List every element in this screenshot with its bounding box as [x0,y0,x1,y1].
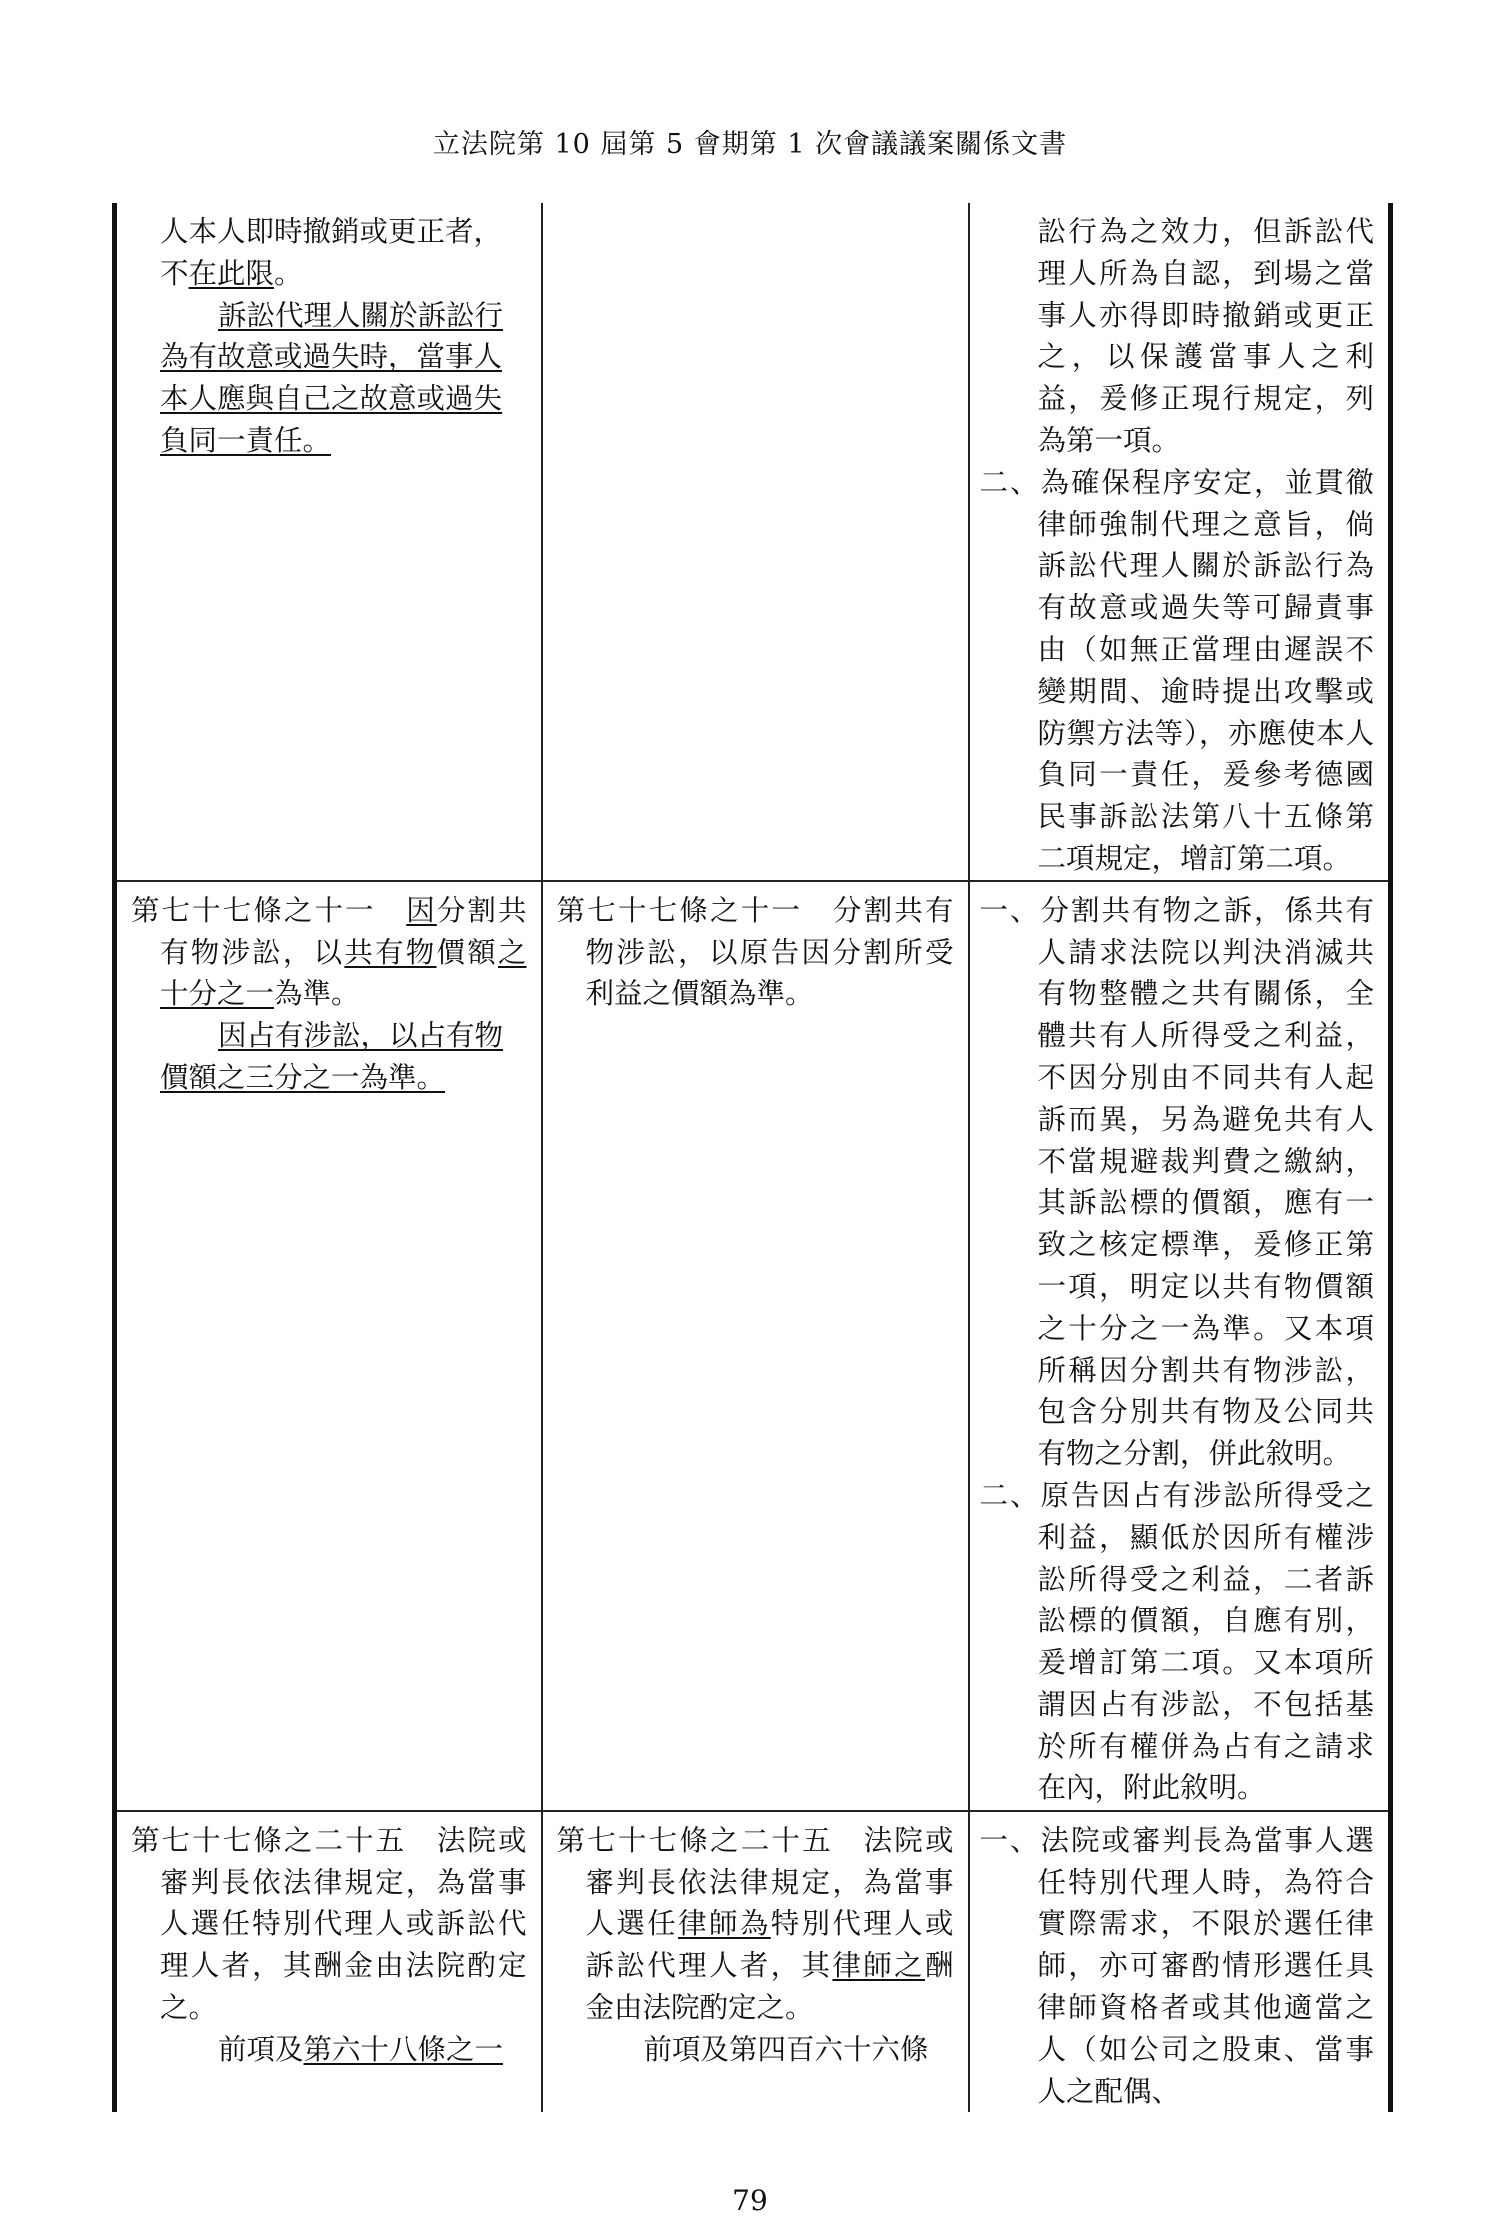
current-text-cell [542,203,969,881]
proposed-text-cell [115,203,542,881]
explanation-text: 訟行為之效力，但訴訟代理人所為自認，到場之當事人亦得即時撤銷或更正之，以保護當事人之利益，爰修正現行規定，列為第一項。 [1037,215,1374,457]
amended-text: 律師之 [832,1949,925,1983]
amended-text: 訴訟代理人關於訴訟行為有故意或過失時，當事人本人應與自己之故意或過失負同一責任。 [160,298,504,457]
table-row [115,1811,1391,2113]
provision-paragraph [131,1015,527,1099]
table-row [115,881,1391,1811]
proposed-text-cell [115,881,542,1811]
explanation-cell [969,203,1391,881]
explanation-item: 一、法院或審判長為當事人選任特別代理人時，為符合實際需求，不限於選任律師，亦可審酌情形選任具律師資格者或其他適當之人（如公司之股東、當事人之配偶、 [979,1823,1374,2108]
proposed-text-cell [115,1811,542,2113]
explanation-item: 一、分割共有物之訴，係共有人請求法院以判決消滅共有物整體之共有關係，全體共有人所得受之利益，不因分別由不同共有人起訴而異，另為避免共有人不當規避裁判費之繳納，其訴訟標的價額，應有一致之核定標準，爰修正第一項，明定以共有物價額之十分之一為準。又本項所稱因分割共有物涉訟，包含分別共有物及公同共有物之分割，併此敘明。 [979,893,1374,1471]
current-text-cell [542,881,969,1811]
comparison-table [112,203,1393,2112]
amended-text: 因占有涉訟，以占有物價額之三分之一為準。 [160,1019,504,1094]
document-header: 立法院第 10 屆第 5 會期第 1 次會議議案關係文書 [432,129,1068,160]
provision-text: 第七十七條之十一 分割共有物涉訟，以原告因分割所受利益之價額為準。 [556,893,954,1011]
provision-paragraph: 前項及第六十八條之一 [218,2032,504,2066]
amended-text: 在此限 [188,256,275,290]
amended-text: 因 [406,893,437,927]
explanation-item: 二、原告因占有涉訟所得受之利益，顯低於因所有權涉訟所得受之利益，二者訴訟標的價額，自應有別，爰增訂第二項。又本項所謂因占有涉訟，不包括基於所有權併為占有之請求在內，附此敘明。 [979,1478,1374,1805]
table-row [115,203,1391,881]
page-number: 79 [732,2184,768,2217]
current-text-cell [542,1811,969,2113]
amended-text: 律師為 [678,1907,771,1941]
amended-text: 之十分之一 [160,935,527,1011]
provision-text: 第七十七條之十一 因分割共有物涉訟，以共有物價額之十分之一為準。 [131,893,527,1011]
provision-text: 人本人即時撤銷或更正者， 不在此限。 [160,215,503,290]
explanation-cell [969,881,1391,1811]
explanation-item: 二、為確保程序安定，並貫徹律師強制代理之意旨，倘訴訟代理人關於訴訟行為有故意或過失等可歸責事由（如無正當理由遲誤不變期間、逾時提出攻擊或防禦方法等），亦應使本人負同一責任，爰參考德國民事訴訟法第八十五條第二項規定，增訂第二項。 [979,465,1374,875]
provision-text: 第七十七條之二十五 法院或審判長依法律規定，為當事人選任律師為特別代理人或訴訟代理人者，其律師之酬金由法院酌定之。 [556,1823,954,2024]
provision-text: 第七十七條之二十五 法院或審判長依法律規定，為當事人選任特別代理人或訴訟代理人者，其酬金由法院酌定之。 [131,1823,527,2024]
provision-paragraph: 前項及第四百六十六條 [643,2032,929,2066]
explanation-cell [969,1811,1391,2113]
amended-text: 共有物 [344,935,437,969]
provision-paragraph [131,295,527,462]
amended-text: 第六十八條之一 [303,2032,504,2066]
